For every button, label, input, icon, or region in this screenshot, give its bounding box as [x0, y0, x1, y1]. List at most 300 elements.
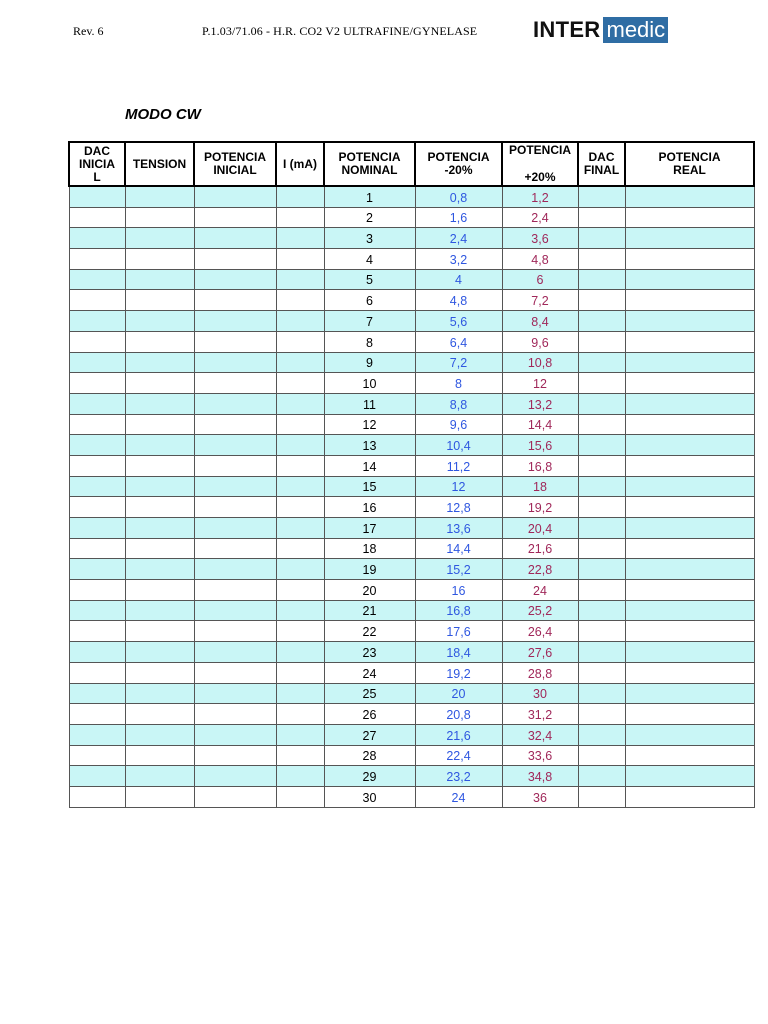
cell-potencia-plus-20: 25,2 — [502, 600, 578, 621]
cell-potencia-plus-20: 7,2 — [502, 290, 578, 311]
cell-potencia-plus-20: 1,2 — [502, 186, 578, 207]
cell-potencia-inicial — [194, 518, 276, 539]
cell-potencia-inicial — [194, 538, 276, 559]
cell-dac-inicial — [69, 786, 125, 807]
cell-potencia-inicial — [194, 745, 276, 766]
cell-potencia-inicial — [194, 435, 276, 456]
cell-ima — [276, 269, 324, 290]
table-row — [69, 476, 754, 497]
cell-potencia-nominal: 8 — [324, 331, 415, 352]
revision-label: Rev. 6 — [73, 24, 104, 38]
cell-dac-final — [578, 642, 625, 663]
cell-tension — [125, 745, 194, 766]
cell-potencia-nominal: 24 — [324, 662, 415, 683]
table-row — [69, 186, 754, 207]
cell-ima — [276, 621, 324, 642]
cell-potencia-inicial — [194, 786, 276, 807]
cell-potencia-real — [625, 518, 754, 539]
cell-potencia-nominal: 7 — [324, 311, 415, 332]
cell-tension — [125, 580, 194, 601]
cell-potencia-minus-20: 15,2 — [415, 559, 502, 580]
cell-potencia-nominal: 15 — [324, 476, 415, 497]
cell-dac-inicial — [69, 518, 125, 539]
cell-potencia-nominal: 19 — [324, 559, 415, 580]
cell-potencia-inicial — [194, 311, 276, 332]
cell-potencia-minus-20: 9,6 — [415, 414, 502, 435]
cell-potencia-nominal: 21 — [324, 600, 415, 621]
cell-potencia-real — [625, 435, 754, 456]
cell-tension — [125, 724, 194, 745]
cell-dac-final — [578, 538, 625, 559]
table-row — [69, 311, 754, 332]
cell-potencia-real — [625, 207, 754, 228]
cell-potencia-real — [625, 662, 754, 683]
cell-potencia-minus-20: 10,4 — [415, 435, 502, 456]
cell-potencia-real — [625, 538, 754, 559]
cell-dac-final — [578, 311, 625, 332]
cell-potencia-minus-20: 13,6 — [415, 518, 502, 539]
cell-potencia-real — [625, 786, 754, 807]
col-header-ima: I (mA) — [276, 142, 324, 186]
cell-potencia-plus-20: 2,4 — [502, 207, 578, 228]
cell-dac-final — [578, 683, 625, 704]
cell-potencia-nominal: 20 — [324, 580, 415, 601]
cell-dac-inicial — [69, 683, 125, 704]
cell-potencia-real — [625, 352, 754, 373]
cell-potencia-nominal: 12 — [324, 414, 415, 435]
cell-ima — [276, 600, 324, 621]
cell-potencia-inicial — [194, 352, 276, 373]
table-row — [69, 207, 754, 228]
cell-potencia-inicial — [194, 662, 276, 683]
cell-ima — [276, 662, 324, 683]
cell-dac-inicial — [69, 621, 125, 642]
cell-dac-final — [578, 249, 625, 270]
cell-dac-final — [578, 766, 625, 787]
cell-dac-final — [578, 352, 625, 373]
cell-potencia-nominal: 3 — [324, 228, 415, 249]
col-header-tension: TENSION — [125, 142, 194, 186]
cell-tension — [125, 269, 194, 290]
cell-dac-inicial — [69, 766, 125, 787]
cell-dac-final — [578, 290, 625, 311]
cell-potencia-nominal: 9 — [324, 352, 415, 373]
cell-ima — [276, 704, 324, 725]
cell-potencia-plus-20: 27,6 — [502, 642, 578, 663]
cell-tension — [125, 559, 194, 580]
cell-potencia-minus-20: 5,6 — [415, 311, 502, 332]
table-row — [69, 352, 754, 373]
cell-dac-final — [578, 331, 625, 352]
cell-potencia-real — [625, 476, 754, 497]
table-row — [69, 786, 754, 807]
table-row — [69, 228, 754, 249]
cell-potencia-real — [625, 766, 754, 787]
cell-potencia-plus-20: 30 — [502, 683, 578, 704]
cell-potencia-minus-20: 3,2 — [415, 249, 502, 270]
cell-ima — [276, 311, 324, 332]
cell-potencia-inicial — [194, 331, 276, 352]
cell-potencia-minus-20: 4,8 — [415, 290, 502, 311]
cell-tension — [125, 373, 194, 394]
cell-tension — [125, 518, 194, 539]
cell-potencia-inicial — [194, 724, 276, 745]
cell-potencia-plus-20: 3,6 — [502, 228, 578, 249]
cell-dac-inicial — [69, 249, 125, 270]
table-row — [69, 642, 754, 663]
cell-potencia-real — [625, 724, 754, 745]
cell-potencia-real — [625, 704, 754, 725]
cell-potencia-real — [625, 393, 754, 414]
cell-dac-inicial — [69, 207, 125, 228]
cell-potencia-nominal: 2 — [324, 207, 415, 228]
cell-potencia-plus-20: 32,4 — [502, 724, 578, 745]
cell-potencia-inicial — [194, 455, 276, 476]
cell-dac-inicial — [69, 435, 125, 456]
cell-dac-final — [578, 455, 625, 476]
cell-dac-inicial — [69, 455, 125, 476]
cell-tension — [125, 766, 194, 787]
cell-tension — [125, 352, 194, 373]
cell-potencia-minus-20: 21,6 — [415, 724, 502, 745]
cell-potencia-real — [625, 745, 754, 766]
cell-dac-final — [578, 600, 625, 621]
cell-ima — [276, 497, 324, 518]
cell-potencia-inicial — [194, 186, 276, 207]
cell-potencia-nominal: 30 — [324, 786, 415, 807]
cell-tension — [125, 600, 194, 621]
intermedic-logo — [533, 17, 668, 43]
cell-tension — [125, 455, 194, 476]
cell-tension — [125, 249, 194, 270]
cell-potencia-real — [625, 290, 754, 311]
table-row — [69, 435, 754, 456]
table-row — [69, 249, 754, 270]
cell-potencia-plus-20: 24 — [502, 580, 578, 601]
cell-tension — [125, 290, 194, 311]
cell-potencia-nominal: 4 — [324, 249, 415, 270]
cell-potencia-real — [625, 186, 754, 207]
table-row — [69, 704, 754, 725]
cell-potencia-inicial — [194, 766, 276, 787]
cell-potencia-plus-20: 15,6 — [502, 435, 578, 456]
cell-potencia-minus-20: 8,8 — [415, 393, 502, 414]
cell-potencia-real — [625, 455, 754, 476]
cell-potencia-plus-20: 21,6 — [502, 538, 578, 559]
cell-ima — [276, 766, 324, 787]
cell-potencia-minus-20: 19,2 — [415, 662, 502, 683]
cell-potencia-nominal: 22 — [324, 621, 415, 642]
cell-potencia-minus-20: 14,4 — [415, 538, 502, 559]
col-header-potencia-inicial: POTENCIA INICIAL — [194, 142, 276, 186]
cell-potencia-minus-20: 1,6 — [415, 207, 502, 228]
table-row — [69, 538, 754, 559]
cell-potencia-minus-20: 8 — [415, 373, 502, 394]
cell-dac-final — [578, 786, 625, 807]
cell-dac-final — [578, 393, 625, 414]
cell-potencia-real — [625, 683, 754, 704]
cell-potencia-minus-20: 12,8 — [415, 497, 502, 518]
table-row — [69, 373, 754, 394]
col-header-potencia-real: POTENCIA REAL — [625, 142, 754, 186]
cell-potencia-minus-20: 16 — [415, 580, 502, 601]
cell-dac-inicial — [69, 393, 125, 414]
cell-potencia-real — [625, 269, 754, 290]
table-row — [69, 766, 754, 787]
cell-potencia-nominal: 10 — [324, 373, 415, 394]
cell-potencia-minus-20: 24 — [415, 786, 502, 807]
cell-dac-inicial — [69, 600, 125, 621]
cell-potencia-nominal: 13 — [324, 435, 415, 456]
cell-ima — [276, 455, 324, 476]
table-row — [69, 662, 754, 683]
cell-ima — [276, 228, 324, 249]
cell-potencia-inicial — [194, 704, 276, 725]
table-row — [69, 414, 754, 435]
cell-dac-final — [578, 373, 625, 394]
cell-potencia-minus-20: 7,2 — [415, 352, 502, 373]
cell-ima — [276, 786, 324, 807]
cell-ima — [276, 476, 324, 497]
cell-dac-inicial — [69, 538, 125, 559]
cell-potencia-inicial — [194, 290, 276, 311]
cell-potencia-nominal: 25 — [324, 683, 415, 704]
table-header-row — [69, 142, 754, 186]
cell-dac-inicial — [69, 290, 125, 311]
cell-ima — [276, 393, 324, 414]
table-row — [69, 745, 754, 766]
cell-potencia-nominal: 1 — [324, 186, 415, 207]
cell-potencia-plus-20: 33,6 — [502, 745, 578, 766]
cell-dac-inicial — [69, 497, 125, 518]
col-header-potencia-nominal: POTENCIA NOMINAL — [324, 142, 415, 186]
cell-ima — [276, 538, 324, 559]
table-row — [69, 518, 754, 539]
cell-potencia-plus-20: 28,8 — [502, 662, 578, 683]
cell-potencia-nominal: 14 — [324, 455, 415, 476]
cell-tension — [125, 228, 194, 249]
cell-ima — [276, 186, 324, 207]
col-header-dac-final: DAC FINAL — [578, 142, 625, 186]
cell-potencia-nominal: 11 — [324, 393, 415, 414]
cell-potencia-real — [625, 642, 754, 663]
cell-potencia-inicial — [194, 207, 276, 228]
cell-dac-final — [578, 580, 625, 601]
table-row — [69, 621, 754, 642]
cell-potencia-minus-20: 17,6 — [415, 621, 502, 642]
table-row — [69, 331, 754, 352]
cell-potencia-plus-20: 14,4 — [502, 414, 578, 435]
cell-potencia-nominal: 17 — [324, 518, 415, 539]
section-title: MODO CW — [125, 106, 201, 123]
cell-dac-inicial — [69, 559, 125, 580]
cell-ima — [276, 414, 324, 435]
cell-potencia-nominal: 16 — [324, 497, 415, 518]
cell-potencia-real — [625, 559, 754, 580]
cell-potencia-plus-20: 4,8 — [502, 249, 578, 270]
cell-tension — [125, 538, 194, 559]
cell-dac-inicial — [69, 269, 125, 290]
cell-dac-final — [578, 518, 625, 539]
cell-tension — [125, 331, 194, 352]
cell-ima — [276, 642, 324, 663]
cell-potencia-real — [625, 497, 754, 518]
cell-ima — [276, 249, 324, 270]
cell-potencia-plus-20: 31,2 — [502, 704, 578, 725]
cell-potencia-inicial — [194, 580, 276, 601]
cell-tension — [125, 186, 194, 207]
cell-dac-inicial — [69, 704, 125, 725]
cell-ima — [276, 580, 324, 601]
table-row — [69, 580, 754, 601]
cell-potencia-inicial — [194, 642, 276, 663]
cell-potencia-minus-20: 6,4 — [415, 331, 502, 352]
cell-potencia-minus-20: 2,4 — [415, 228, 502, 249]
cell-potencia-minus-20: 23,2 — [415, 766, 502, 787]
cell-potencia-inicial — [194, 373, 276, 394]
cell-potencia-plus-20: 36 — [502, 786, 578, 807]
cell-tension — [125, 476, 194, 497]
cell-dac-final — [578, 704, 625, 725]
cell-dac-inicial — [69, 642, 125, 663]
cell-potencia-real — [625, 414, 754, 435]
cell-tension — [125, 786, 194, 807]
cell-dac-final — [578, 497, 625, 518]
cell-potencia-plus-20: 26,4 — [502, 621, 578, 642]
cell-potencia-minus-20: 22,4 — [415, 745, 502, 766]
cell-potencia-real — [625, 228, 754, 249]
cell-dac-final — [578, 414, 625, 435]
table-row — [69, 393, 754, 414]
cell-dac-inicial — [69, 373, 125, 394]
cell-dac-inicial — [69, 331, 125, 352]
cell-potencia-plus-20: 10,8 — [502, 352, 578, 373]
cell-ima — [276, 435, 324, 456]
col-header-dac-inicial: DAC INICIA L — [69, 142, 125, 186]
cell-potencia-plus-20: 13,2 — [502, 393, 578, 414]
cell-potencia-nominal: 18 — [324, 538, 415, 559]
table-row — [69, 559, 754, 580]
cell-potencia-plus-20: 18 — [502, 476, 578, 497]
cell-ima — [276, 518, 324, 539]
cell-ima — [276, 352, 324, 373]
cell-ima — [276, 290, 324, 311]
cell-dac-inicial — [69, 414, 125, 435]
cell-dac-final — [578, 476, 625, 497]
cell-dac-inicial — [69, 311, 125, 332]
cell-potencia-plus-20: 9,6 — [502, 331, 578, 352]
cell-potencia-nominal: 27 — [324, 724, 415, 745]
cell-potencia-plus-20: 8,4 — [502, 311, 578, 332]
cell-tension — [125, 683, 194, 704]
cell-potencia-real — [625, 249, 754, 270]
cell-potencia-nominal: 26 — [324, 704, 415, 725]
document-code: P.1.03/71.06 - H.R. CO2 V2 ULTRAFINE/GYNELASE — [202, 24, 478, 38]
cell-potencia-nominal: 6 — [324, 290, 415, 311]
cell-potencia-real — [625, 621, 754, 642]
cell-tension — [125, 704, 194, 725]
cell-tension — [125, 435, 194, 456]
cell-potencia-real — [625, 600, 754, 621]
cell-potencia-minus-20: 11,2 — [415, 455, 502, 476]
cell-potencia-inicial — [194, 497, 276, 518]
cell-ima — [276, 207, 324, 228]
cell-potencia-real — [625, 373, 754, 394]
cell-tension — [125, 207, 194, 228]
cell-potencia-inicial — [194, 621, 276, 642]
cell-dac-inicial — [69, 662, 125, 683]
cell-potencia-plus-20: 19,2 — [502, 497, 578, 518]
cell-potencia-minus-20: 20 — [415, 683, 502, 704]
cell-ima — [276, 331, 324, 352]
cell-potencia-minus-20: 18,4 — [415, 642, 502, 663]
cell-dac-inicial — [69, 745, 125, 766]
table-row — [69, 290, 754, 311]
cell-potencia-plus-20: 20,4 — [502, 518, 578, 539]
table-row — [69, 269, 754, 290]
table-row — [69, 497, 754, 518]
cell-tension — [125, 662, 194, 683]
cell-dac-inicial — [69, 352, 125, 373]
cell-dac-final — [578, 662, 625, 683]
cell-potencia-minus-20: 16,8 — [415, 600, 502, 621]
cell-dac-final — [578, 186, 625, 207]
cell-potencia-minus-20: 12 — [415, 476, 502, 497]
cell-ima — [276, 724, 324, 745]
cell-dac-final — [578, 724, 625, 745]
table-row — [69, 683, 754, 704]
cell-ima — [276, 373, 324, 394]
cell-potencia-inicial — [194, 683, 276, 704]
logo-text-medic: medic — [603, 17, 669, 43]
cell-potencia-plus-20: 22,8 — [502, 559, 578, 580]
logo-text-inter: INTER — [533, 17, 601, 42]
cell-potencia-inicial — [194, 269, 276, 290]
cell-dac-inicial — [69, 186, 125, 207]
cell-ima — [276, 683, 324, 704]
cell-potencia-inicial — [194, 393, 276, 414]
cell-dac-inicial — [69, 580, 125, 601]
cell-tension — [125, 393, 194, 414]
cell-dac-inicial — [69, 228, 125, 249]
cell-tension — [125, 642, 194, 663]
cell-potencia-plus-20: 34,8 — [502, 766, 578, 787]
cell-potencia-minus-20: 20,8 — [415, 704, 502, 725]
cell-ima — [276, 559, 324, 580]
cell-dac-final — [578, 207, 625, 228]
cell-potencia-nominal: 29 — [324, 766, 415, 787]
cell-potencia-minus-20: 4 — [415, 269, 502, 290]
cell-potencia-inicial — [194, 476, 276, 497]
cell-potencia-minus-20: 0,8 — [415, 186, 502, 207]
cell-potencia-plus-20: 6 — [502, 269, 578, 290]
cell-dac-final — [578, 435, 625, 456]
cell-potencia-inicial — [194, 600, 276, 621]
cell-dac-final — [578, 745, 625, 766]
cell-potencia-plus-20: 16,8 — [502, 455, 578, 476]
cell-tension — [125, 414, 194, 435]
table-row — [69, 455, 754, 476]
cell-tension — [125, 311, 194, 332]
cell-potencia-real — [625, 311, 754, 332]
cell-dac-inicial — [69, 476, 125, 497]
cell-dac-final — [578, 621, 625, 642]
cell-potencia-inicial — [194, 249, 276, 270]
calibration-table — [68, 141, 755, 808]
table-row — [69, 600, 754, 621]
cell-potencia-plus-20: 12 — [502, 373, 578, 394]
cell-potencia-nominal: 28 — [324, 745, 415, 766]
